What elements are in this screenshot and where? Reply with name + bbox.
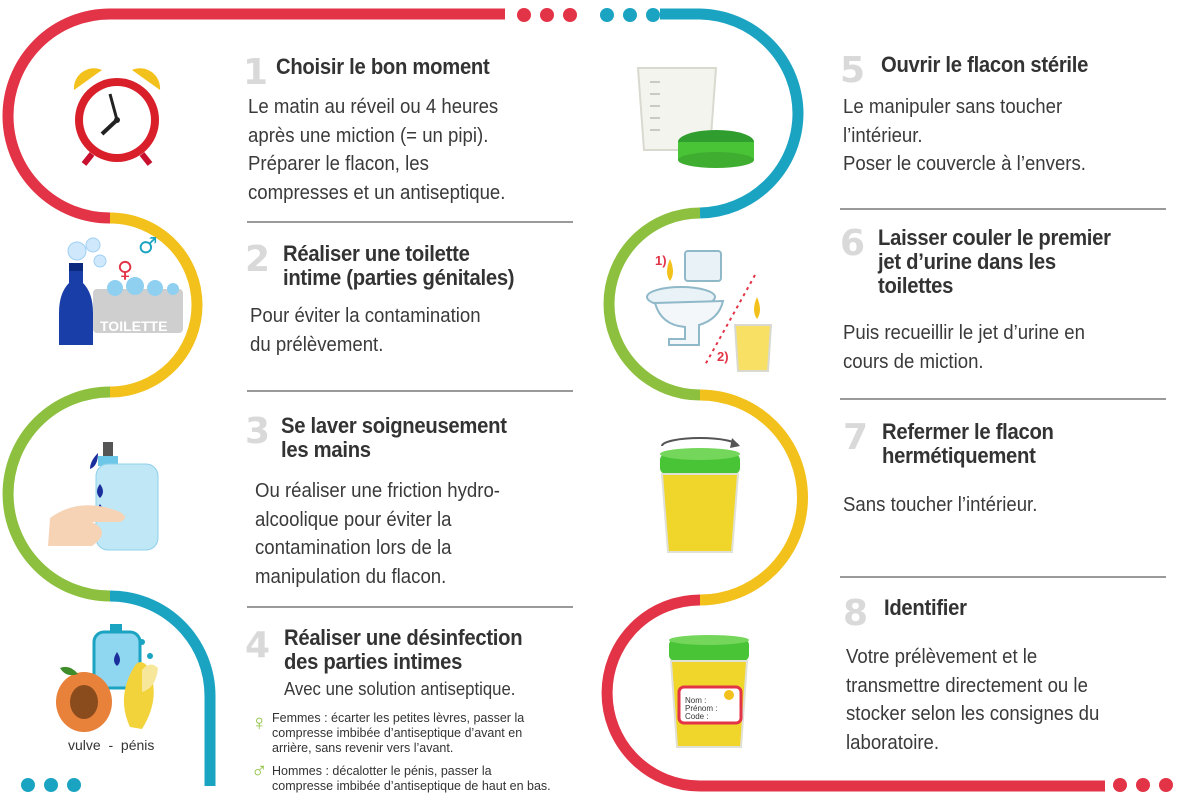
step-7-title: [882, 420, 1054, 468]
step-8-body-line: Votre prélèvement et le: [846, 646, 1038, 668]
step6-mark-1: 1): [655, 253, 667, 268]
separator: [247, 390, 573, 392]
hand-wash-icon: [48, 438, 168, 553]
step6-mark-2: 2): [717, 349, 729, 364]
svg-text:♀: ♀: [117, 258, 134, 283]
step-8-body-line: stocker selon les consignes du: [846, 703, 1100, 725]
step-6-title-line: jet d’urine dans les: [878, 249, 1056, 274]
note-line: arrière, sans revenir vers l’avant.: [272, 741, 454, 755]
step-5-body: [843, 93, 1086, 179]
step-6-body: [843, 319, 1085, 376]
toilet-illustration: [645, 245, 775, 375]
step-4-title-line: Réaliser une désinfection: [284, 625, 523, 650]
dots-top-blue: [600, 8, 660, 22]
step-2-title-line: Réaliser une toilette: [283, 241, 470, 266]
step-5-body-line: l’intérieur.: [843, 124, 923, 147]
note-line: compresse imbibée d’antiseptique de haut en bas.: [272, 779, 551, 793]
closing-cup-icon: [652, 432, 748, 557]
step-3-body-line: contamination lors de la: [255, 537, 452, 559]
step-2-body: [250, 302, 481, 359]
step-8-body-line: laboratoire.: [846, 731, 940, 754]
step-3-body-line: alcoolique pour éviter la: [255, 508, 452, 531]
step-4-note-women: [272, 711, 524, 756]
label-field-prenom: Prénom :: [685, 704, 718, 713]
step-1-title: Choisir le bon moment: [276, 54, 490, 79]
label-field-code: Code :: [685, 712, 709, 721]
step-8-title: Identifier: [884, 595, 967, 620]
step-6-title: [878, 226, 1111, 298]
step-4-note-men: [272, 764, 551, 794]
toilette-illustration: [55, 233, 185, 353]
step-4-body: Avec une solution antiseptique.: [284, 679, 516, 699]
step-1-body-line: Le matin au réveil ou 4 heures: [248, 96, 499, 118]
step-2-title-line: intime (parties génitales): [283, 265, 515, 290]
step-1-number: 1: [243, 52, 269, 93]
step-3-body-line: manipulation du flacon.: [255, 565, 447, 588]
step-8-body-line: transmettre directement ou le: [846, 674, 1088, 697]
step-8-number: 8: [843, 593, 869, 634]
svg-text:♂: ♂: [138, 234, 158, 259]
step-5-number: 5: [840, 50, 866, 91]
step-7-title-line: hermétiquement: [882, 443, 1036, 468]
step-4-title-line: des parties intimes: [284, 649, 463, 674]
separator: [247, 606, 573, 608]
step-5-body-line: Le manipuler sans toucher: [843, 96, 1063, 118]
step-4-title: [284, 626, 522, 674]
female-symbol-icon: ♀: [251, 710, 268, 735]
step-3-body-line: Ou réaliser une friction hydro-: [255, 480, 501, 502]
alarm-clock-icon: [62, 62, 172, 167]
step-7-title-line: Refermer le flacon: [882, 419, 1054, 444]
labeled-cup-icon: [665, 635, 755, 750]
dots-top-red: [517, 8, 577, 22]
vulve-penis-caption: vulve - pénis: [68, 737, 155, 753]
label-field-nom: Nom :: [685, 696, 707, 705]
male-symbol-icon: ♂: [251, 758, 268, 783]
step-3-body: [255, 477, 500, 591]
step-1-body-line: compresses et un antiseptique.: [248, 181, 506, 204]
note-line: Femmes : écarter les petites lèvres, passer la: [272, 711, 525, 725]
step-3-number: 3: [245, 411, 271, 452]
step-2-title: [283, 242, 514, 290]
separator: [840, 208, 1166, 210]
step-6-body-line: cours de miction.: [843, 350, 984, 373]
step-1-body: [248, 93, 505, 207]
step-4-number: 4: [245, 625, 271, 666]
step-8-body: [846, 643, 1099, 757]
step-7-body: Sans toucher l’intérieur.: [843, 494, 1038, 516]
note-line: Hommes : décalotter le pénis, passer la: [272, 764, 492, 778]
fruit-anatomy-icon: [50, 622, 175, 734]
step-3-title-line: Se laver soigneusement: [281, 413, 507, 438]
note-line: compresse imbibée d’antiseptique d’avant en: [272, 726, 523, 740]
step-1-body-line: Préparer le flacon, les: [248, 153, 429, 175]
separator: [840, 576, 1166, 578]
step-6-title-line: Laisser couler le premier: [878, 225, 1111, 250]
step-6-body-line: Puis recueillir le jet d’urine en: [843, 322, 1085, 344]
step-2-body-line: Pour éviter la contamination: [250, 305, 481, 327]
step-2-body-line: du prélèvement.: [250, 333, 384, 356]
step-7-number: 7: [843, 417, 869, 458]
separator: [247, 221, 573, 223]
separator: [840, 398, 1166, 400]
step-6-title-line: toilettes: [878, 273, 954, 298]
dots-bottom-red: [1113, 778, 1173, 792]
step-3-title: [281, 414, 507, 462]
toilette-label: TOILETTE: [100, 318, 168, 334]
bath-icon: [55, 233, 185, 353]
step-1-body-line: après une miction (= un pipi).: [248, 124, 489, 147]
step-3-title-line: les mains: [281, 437, 371, 462]
step-5-body-line: Poser le couvercle à l’envers.: [843, 153, 1086, 175]
labeled-cup-illustration: [665, 635, 755, 750]
dots-bottom-blue: [21, 778, 81, 792]
step-2-number: 2: [245, 239, 271, 280]
step-6-number: 6: [840, 223, 866, 264]
step-5-title: Ouvrir le flacon stérile: [881, 52, 1089, 77]
open-sterile-cup-icon: [636, 62, 756, 170]
